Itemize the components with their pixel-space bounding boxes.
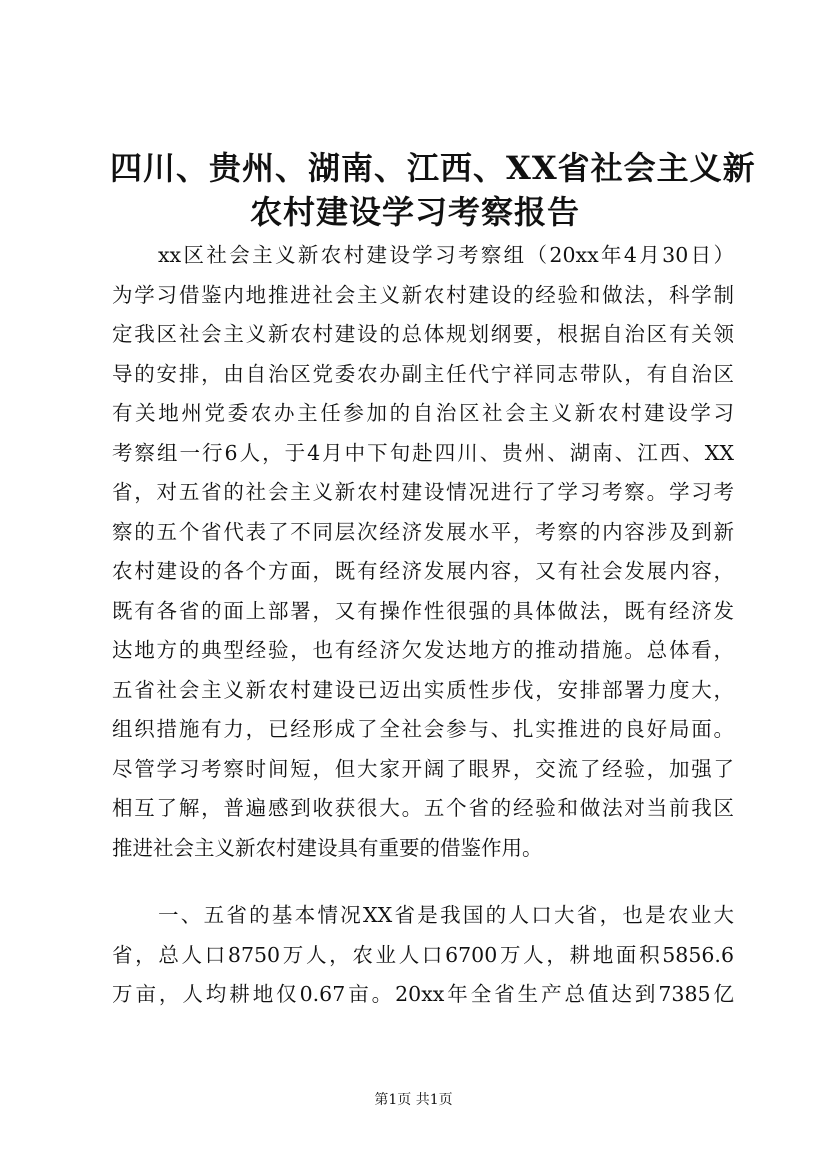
title-line: 四川、贵州、湖南、江西、XX省社会主义新 xyxy=(110,149,756,187)
paragraph-basic-situation xyxy=(112,896,734,1015)
text-line: 为学习借鉴内地推进社会主义新农村建设的经验和做法，科学制 xyxy=(112,282,734,307)
text-line: 省，总人口8750万人，农业人口6700万人，耕地面积5856.6 xyxy=(112,942,734,967)
text-line: 考察组一行6人，于4月中下旬赴四川、贵州、湖南、江西、XX xyxy=(112,440,734,465)
text-line: 察的五个省代表了不同层次经济发展水平，考察的内容涉及到新 xyxy=(112,519,734,544)
text-line: 组织措施有力，已经形成了全社会参与、扎实推进的良好局面。 xyxy=(112,717,734,741)
document-title xyxy=(110,146,756,234)
text-line: 既有各省的面上部署，又有操作性很强的具体做法，既有经济发 xyxy=(112,598,734,623)
paragraph-intro xyxy=(112,236,734,868)
text-line: 万亩，人均耕地仅0.67亩。20xx年全省生产总值达到7385亿 xyxy=(112,982,734,1006)
document-body xyxy=(112,236,734,1015)
text-line: 达地方的典型经验，也有经济欠发达地方的推动措施。总体看， xyxy=(112,638,734,662)
text-line: 五省社会主义新农村建设已迈出实质性步伐，安排部署力度大， xyxy=(112,677,734,702)
page-footer: 第1页 共1页 xyxy=(374,1092,453,1108)
title-line: 农村建设学习考察报告 xyxy=(249,193,580,231)
paragraph-gap xyxy=(112,868,734,896)
text-line: 农村建设的各个方面，既有经济发展内容，又有社会发展内容， xyxy=(112,559,734,583)
text-line: xx区社会主义新农村建设学习考察组（20xx年4月30日） xyxy=(158,243,734,267)
text-line: 一、五省的基本情况XX省是我国的人口大省，也是农业大 xyxy=(158,903,734,927)
text-line: 尽管学习考察时间短，但大家开阔了眼界，交流了经验，加强了 xyxy=(112,756,734,781)
text-line: 推进社会主义新农村建设具有重要的借鉴作用。 xyxy=(112,835,543,860)
text-line: 有关地州党委农办主任参加的自治区社会主义新农村建设学习 xyxy=(112,401,734,425)
text-line: 定我区社会主义新农村建设的总体规划纲要，根据自治区有关领 xyxy=(112,322,734,346)
text-line: 相互了解，普遍感到收获很大。五个省的经验和做法对当前我区 xyxy=(112,796,734,820)
text-line: 导的安排，由自治区党委农办副主任代宁祥同志带队，有自治区 xyxy=(112,361,734,386)
text-line: 省，对五省的社会主义新农村建设情况进行了学习考察。学习考 xyxy=(112,480,734,504)
